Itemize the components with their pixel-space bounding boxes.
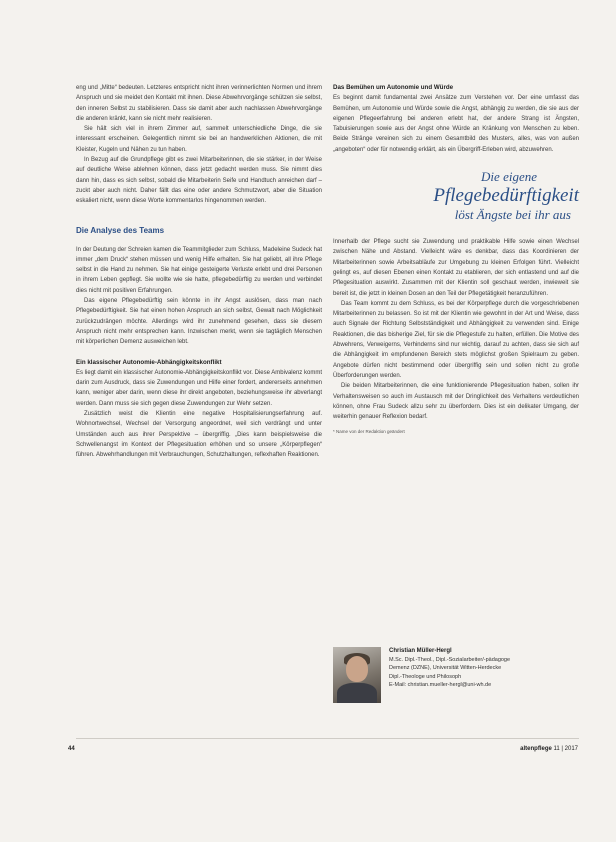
subheading: Ein klassischer Autonomie-Abhängigkeitskonflikt [76,358,222,366]
author-detail: Dipl.-Theologe und Philosoph [389,673,462,680]
paragraph: In der Deutung der Schreien kamen die Teammitglieder zum Schluss, Madeleine Sudeck hat immer „dem Druck“ stehen müssen und wenig Hilfe erhalten. Sie hat geliebt, all ihre Pflege selbst in die Hand zu nehmen. Sie hat einige gesteigerte Verluste erlebt und drei Personen in ihrem Leben gepflegt. Sie wollte wie sie hatte, pflegebedürftig zu werden und verbindet dies nicht mit positiven Erfahrungen. [76,246,322,294]
paragraph: Die beiden Mitarbeiterinnen, die eine funktionierende Pflegesituation haben, sollen ihr Verhaltensweisen so auch im Austausch mit der Dringlichkeit des Verhaltens verdeutlichen können, ohne Frau Sudeck allzu sehr zu überfordern. Dies ist ein delikater Umgang, der weiterhin genauer Reflexion bedarf. [333,383,579,421]
footnote: * Name von der Redaktion geändert [333,429,405,435]
left-column [76,83,322,461]
magazine-name: altenpflege [520,746,552,752]
paragraph: eng und „Mitte“ bedeuten. Letzteres entspricht nicht ihren verinnerlichten Normen und ihrem Anspruch und sie meidet den Kontakt mit ihnen. Diese Abwehrvorgänge schützen sie selbst, den inneren Selbst zu stabilisieren. Dass sie damit aber auch nachlassen Abwehrvorgänge die anderen kränkt, kann sie nicht mehr realisieren. [76,85,322,122]
paragraph: Es beginnt damit fundamental zwei Ansätze zum Verstehen vor. Der eine umfasst das Bemühen, um Autonomie und Würde sowie die Angst, abhängig zu werden, die sie aus der eigenen Pflegeerfahrung bei anderen erlebt hat, der andere Strang ist Ängsten, Tabuisierungen sowie aus der Angst ohne Würde an Kränkung von Menschen zu leben. Beide Stränge vereinen sich zu einem Gesamtbild des Musters, alles, was von außen „angeboten“ oder für notwendig erklärt, als ein Übergriff-Erleben wird, abzuwehren. [333,95,579,153]
paragraph: Das Team kommt zu dem Schluss, es bei der Körperpflege durch die vorgeschriebenen Mitarbeiterinnen zu belassen. So ist mit der Klientin wie gewohnt in der Art und Weise, dass auch Signale der Richtung Selbstständigkeit und Abhängigkeit zu verwenden sind. Einige Reaktionen, die das bisherige Ziel, für sie die Pflegestufe zu halten, erfüllen. Die Motive des Abwehrens, Verweigerns, Verhinderns sind nur wichtig, darauf zu achten, dass sie sich auf die Abhängigkeit im empfundenen Bereich stets möglichst großen Spielraum zu geben. Angebote dürfen nicht bestimmend oder übergriffig sein und sollen nicht zu große Überforderungen werden. [333,300,579,379]
author-photo [333,647,381,703]
author-info [389,647,579,690]
footer-divider [76,738,579,739]
page-number: 44 [68,746,75,752]
pull-quote-line: löst Ängste bei ihr aus [454,207,571,223]
pull-quote-line: Pflegebedürftigkeit [433,185,579,207]
subheading: Das Bemühen um Autonomie und Würde [333,84,454,91]
author-detail: Demenz (DZNE), Universität Witten-Herdecke [389,665,502,672]
paragraph: Das eigene Pflegebedürftig sein könnte in ihr Angst auslösen, dass man nach Pflegebedürftigkeit. Sie hat einen hohen Anspruch an sich selbst, Gewalt nach Möglichkeit zurückzudrängen möchte. Allerdings wird ihr zunehmend gesehen, dass sie diesem Anspruch nicht mehr entsprechen kann. Inzwischen merkt, wenn sie tagtäglich Menschen mit körperlichen Demenz ausweichen lebt. [76,298,322,346]
author-box [333,647,579,709]
pull-quote-line: Die eigene [481,169,537,185]
pull-quote [333,169,579,223]
paragraph: Es liegt damit ein klassischer Autonomie-Abhängigkeitskonflikt vor. Diese Ambivalenz kommt darin zum Ausdruck, dass sie Zuwendungen und Hilfe einer fordert, andererseits annehmen kann, weniger aber darin, wenn diese ihr direkt angeboten, beziehungsweise ihr abverlangt werden. Dann muss sie sich gegen diese Zuwendungen zur Wehr setzen. [76,369,322,407]
paragraph: Zusätzlich weist die Klientin eine negative Hospitalisierungserfahrung auf. Wohnortwechsel, Wechsel der Versorgung angeordnet, weil sich verdrängt und unter Umständen auch aus ihrer Perspektive – übergriffig. „Dies kann beispielsweise die Schwellenangst im Kontext der Pflegesituation erhöhen und so unsere „Körperpflegen“ führen. Abwehrhandlungen mit Verbrauchungen, Schutzhaltungen, reflexhaften Reaktionen. [76,411,322,459]
issue-number: 11 | 2017 [553,746,578,752]
author-name: Christian Müller-Hergl [389,648,452,654]
author-email: E-Mail: christian.mueller-hergl@uni-wh.de [389,682,492,689]
magazine-footer [520,746,578,752]
paragraph: In Bezug auf die Grundpflege gibt es zwei Mitarbeiterinnen, die sie stärker, in der Weise auf deutliche Weise ablehnen können, dass jetzt gedacht werden muss. Sie nimmt dies dann hin, dass es sich selbst, sobald die Mitarbeiterin Seife und Handtuch anreichen darf – zuckt aber auch nicht. Daher fällt das eine oder andere Schmutzwort, aber die Situation eskaliert nicht, wenn diese Worte kommentarlos hingenommen werden. [76,157,322,205]
paragraph: Innerhalb der Pflege sucht sie Zuwendung und praktikable Hilfe sowie einen Wechsel zwischen Nähe und Abstand. Vielleicht wäre es denkbar, dass das Koordinieren der Mitarbeiterinnen sowie Arbeitsabläufe zur Umgebung zu kleinen Erfolgen führt. Vielleicht gelingt es, auf diesen Ebenen einen Kontakt zu etablieren, der sich entlastend und auf die Pflegesituation auswirkt. Zusammen mit der Klientin soll geschaut werden, inwieweit sie bereit ist, die jetzt in kleinen Dosen an den Teil der Pflegetätigkeit heranzuführen. [333,239,579,297]
right-column [333,83,579,435]
paragraph: Sie hält sich viel in ihrem Zimmer auf, sammelt unterschiedliche Dinge, die sie interessant erscheinen. Gelegentlich nimmt sie bei an handwerklichen Aktionen, die mit Kleister, Kugeln und Nähen zu tun haben. [76,126,322,153]
section-heading: Die Analyse des Teams [76,225,165,235]
author-detail: M.Sc. Dipl.-Theol., Dipl.-Sozialarbeiter/-pädagoge [389,657,511,663]
